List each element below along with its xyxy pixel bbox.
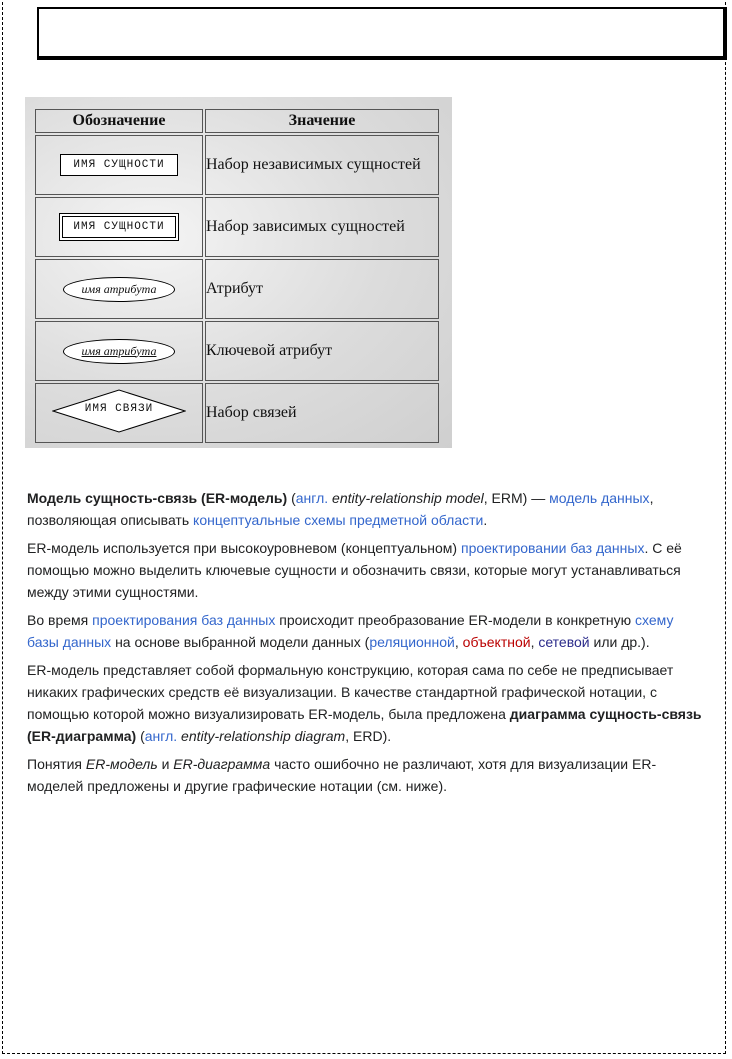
table-row	[35, 259, 439, 319]
term-er-model: Модель сущность-связь (ER-модель)	[27, 490, 288, 506]
table-row	[35, 321, 439, 381]
relationship-diamond	[52, 389, 186, 433]
key-attribute-label: имя атрибута	[81, 343, 157, 358]
header-notation: Обозначение	[35, 109, 203, 133]
link-database-design-2[interactable]: проектирования баз данных	[92, 612, 276, 628]
entity-box: ИМЯ СУЩНОСТИ	[60, 154, 177, 176]
paragraph-transformation: Во время проектирования баз данных происходит преобразование ER-модели в конкретную схему базы данных на основе выбранной модели данных (реляционной, объектной, сетевой или др.).	[27, 612, 674, 650]
link-conceptual-schemas[interactable]: концептуальные схемы	[193, 512, 346, 528]
link-database-design[interactable]: проектировании баз данных	[460, 540, 645, 556]
meaning-cell: Набор независимых сущностей	[205, 135, 439, 195]
weak-entity-symbol-cell	[35, 197, 203, 257]
english-term: entity-relationship model	[332, 490, 484, 506]
header-meaning: Значение	[205, 109, 439, 133]
relationship-symbol-cell	[35, 383, 203, 443]
er-notation-table	[33, 107, 441, 445]
attribute-ellipse: имя атрибута	[63, 277, 176, 302]
link-data-model[interactable]: модель данных	[549, 490, 650, 506]
link-database-schema[interactable]: схему базы данных	[27, 612, 674, 650]
term-er-diagram: диаграмма сущность-связь (ER-диаграмма)	[27, 706, 702, 744]
meaning-cell: Атрибут	[205, 259, 439, 319]
entity-symbol-cell	[35, 135, 203, 195]
key-attribute-ellipse	[63, 339, 176, 364]
link-object[interactable]: объектной	[462, 634, 531, 650]
article-body	[27, 487, 707, 803]
weak-entity-box: ИМЯ СУЩНОСТИ	[62, 216, 175, 238]
relationship-label: ИМЯ СВЯЗИ	[84, 402, 154, 415]
paragraph-notation: ER-модель представляет собой формальную конструкцию, которая сама по себе не предписывает никаких графических средств её визуализации. В качестве стандартной графической нотации, с помощью которой можно визуализировать ER-модель, была предложена диаграмма сущность-связь (ER-диаграмма) (англ. entity-relationship diagram, ERD).	[27, 662, 702, 744]
link-english[interactable]: англ.	[295, 490, 329, 506]
paragraph-concepts: Понятия ER-модель и ER-диаграмма часто ошибочно не различают, хотя для визуализации ER-моделей предложены и другие графические нотации (см. ниже).	[27, 756, 657, 794]
table-header-row	[35, 109, 439, 133]
link-english-2[interactable]: англ.	[144, 728, 178, 744]
link-relational[interactable]: реляционной	[369, 634, 455, 650]
paragraph-usage: ER-модель используется при высокоуровневом (концептуальном) проектировании баз данных. С её помощью можно выделить ключевые сущности и обозначить связи, которые могут устанавливаться между этими сущностями.	[27, 540, 682, 600]
link-subject-area[interactable]: предметной области	[349, 512, 484, 528]
meaning-cell: Набор зависимых сущностей	[205, 197, 439, 257]
weak-entity-outer-box	[59, 213, 178, 241]
header-box	[37, 7, 727, 60]
table-row	[35, 197, 439, 257]
meaning-cell: Ключевой атрибут	[205, 321, 439, 381]
table-row	[35, 383, 439, 443]
attribute-symbol-cell	[35, 259, 203, 319]
italic-er-diagram: ER-диаграмма	[173, 756, 271, 772]
link-network[interactable]: сетевой	[538, 634, 590, 650]
meaning-cell: Набор связей	[205, 383, 439, 443]
italic-er-model: ER-модель	[85, 756, 158, 772]
key-attribute-symbol-cell	[35, 321, 203, 381]
english-term-2: entity-relationship diagram	[181, 728, 346, 744]
er-notation-figure	[25, 97, 452, 448]
paragraph-definition: Модель сущность-связь (ER-модель) (англ. entity-relationship model, ERM) — модель данных, позволяющая описывать концептуальные схемы предметной области.	[27, 490, 654, 528]
table-row	[35, 135, 439, 195]
